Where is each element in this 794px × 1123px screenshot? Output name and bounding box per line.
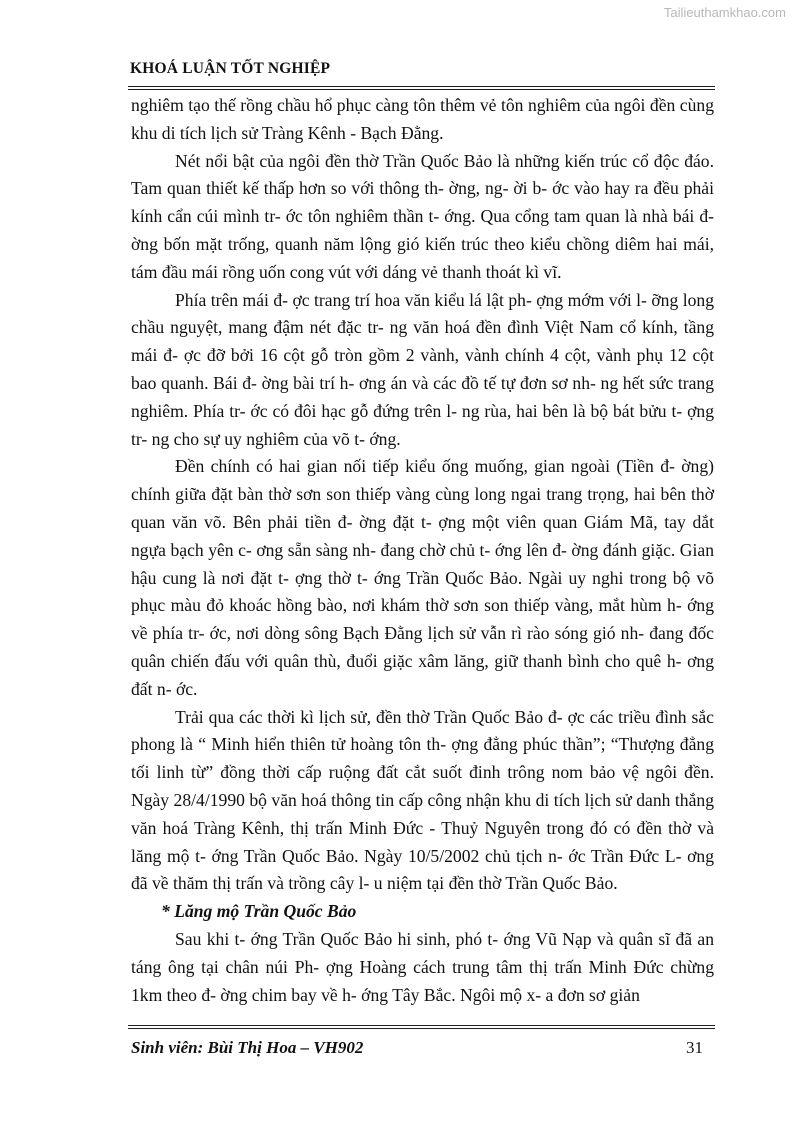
paragraph-roof-decoration: Phía trên mái đ- ợc trang trí hoa văn kiểu lá lật ph- ợng mớm với l- ỡng long chầu nguyệt, mang đậm nét đặc tr- ng văn hoá đền đình Việt Nam cổ kính, tầng mái đ- ợc đỡ bởi 16 cột gỗ tròn gồm 2 vành, vành chính 4 cột, vành phụ 12 cột bao quanh. Bái đ- ờng bài trí h- ơng án và các đồ tế tự đơn sơ nh- ng hết sức trang nghiêm. Phía tr- ớc có đôi hạc gỗ đứng trên l- ng rùa, hai bên là bộ bát bửu t- ợng tr- ng cho sự uy nghiêm của võ t- ớng.: [131, 289, 714, 449]
footer-author: Sinh viên: Bùi Thị Hoa – VH902: [131, 1038, 364, 1057]
page-header-title: KHOÁ LUẬN TỐT NGHIỆP: [130, 60, 331, 77]
paragraph-tomb: Sau khi t- ớng Trần Quốc Bảo hi sinh, phó t- ớng Vũ Nạp và quân sĩ đã an táng ông tại chân núi Ph- ợng Hoàng cách trung tâm thị trấn Minh Đức chừng 1km theo đ- ờng chim bay về h- ớng Tây Bắc. Ngôi mộ x- a đơn sơ giản: [131, 928, 714, 1005]
header-divider: [128, 86, 715, 90]
document-body: [131, 92, 714, 1009]
footer-divider: [128, 1025, 715, 1029]
paragraph-architecture: Nét nổi bật của ngôi đền thờ Trần Quốc Bảo là những kiến trúc cổ độc đáo. Tam quan thiết kế thấp hơn so với thông th- ờng, ng- ời b- ớc vào hay ra đều phải kính cẩn cúi mình tr- ớc tôn nghiêm thần t- ớng. Qua cổng tam quan là nhà bái đ- ờng bốn mặt trống, quanh năm lộng gió kiến trúc theo kiểu chồng diêm hai mái, tám đầu mái rồng uốn cong vút với dáng vẻ thanh thoát kì vĩ.: [131, 150, 714, 282]
page-number: 31: [686, 1038, 703, 1057]
paragraph-history: Trải qua các thời kì lịch sử, đền thờ Trần Quốc Bảo đ- ợc các triều đình sắc phong là “ Minh hiển thiên tử hoàng tôn th- ợng đẳng phúc thần”; “Thượng đẳng tối linh từ” đồng thời cấp ruộng đất cắt suốt đinh trông nom bảo vệ ngôi đền. Ngày 28/4/1990 bộ văn hoá thông tin cấp công nhận khu di tích lịch sử danh thắng văn hoá Tràng Kênh, thị trấn Minh Đức - Thuỷ Nguyên trong đó có đền thờ và lăng mộ t- ớng Trần Quốc Bảo. Ngày 10/5/2002 chủ tịch n- ớc Trần Đức L- ơng đã về thăm thị trấn và trồng cây l- u niệm tại đền thờ Trần Quốc Bảo.: [131, 706, 714, 894]
section-heading-tomb: * Lăng mộ Trần Quốc Bảo: [161, 901, 357, 922]
watermark: Tailieuthamkhao.com: [663, 5, 786, 20]
paragraph-continuation: nghiêm tạo thế rồng chầu hổ phục càng tôn thêm vẻ tôn nghiêm của ngôi đền cùng khu di tích lịch sử Tràng Kênh - Bạch Đằng.: [131, 95, 714, 143]
paragraph-main-temple: Đền chính có hai gian nối tiếp kiểu ống muống, gian ngoài (Tiền đ- ờng) chính giữa đặt bàn thờ sơn son thiếp vàng cùng long ngai trang trọng, hai bên thờ quan văn võ. Bên phải tiền đ- ờng đặt t- ợng một viên quan Giám Mã, tay dắt ngựa bạch yên c- ơng sẵn sàng nh- đang chờ chủ t- ớng lên đ- ờng đánh giặc. Gian hậu cung là nơi đặt t- ợng thờ t- ớng Trần Quốc Bảo. Ngài uy nghi trong bộ võ phục màu đỏ khoác hồng bào, nơi khám thờ sơn son thiếp vàng, mắt hùm h- ớng về phía tr- ớc, nơi dòng sông Bạch Đằng lịch sử vẫn rì rào sóng gió nh- đang đốc quân chiến đấu với quân thù, đuổi giặc xâm lăng, giữ thanh bình cho quê h- ơng đất n- ớc.: [131, 456, 714, 699]
